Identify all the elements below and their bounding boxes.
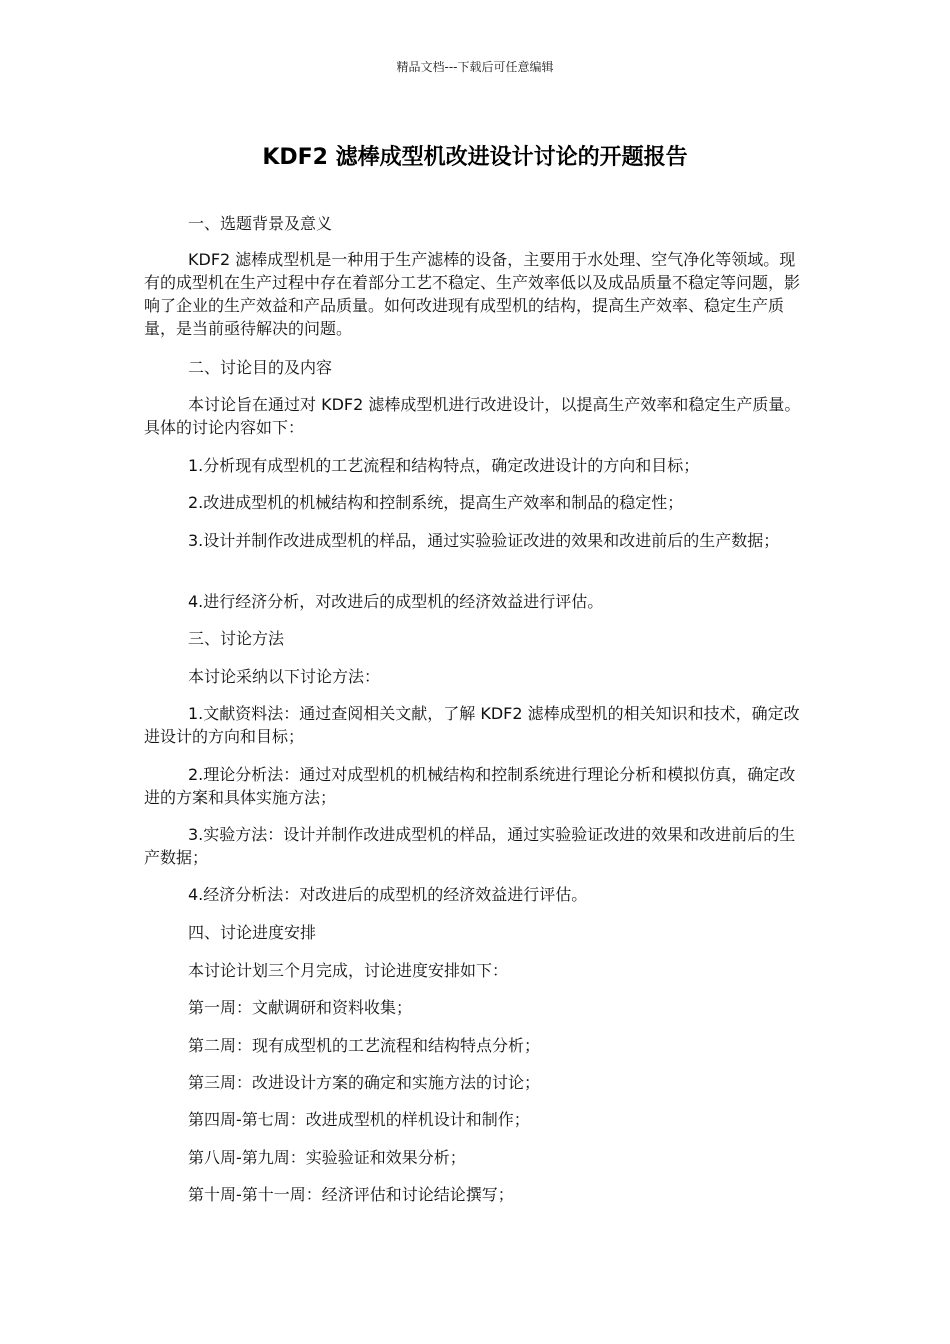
- list-item-objective-2: 2.改进成型机的机械结构和控制系统，提高生产效率和制品的稳定性；: [188, 493, 684, 512]
- list-item-method-3: 3.实验方法：设计并制作改进成型机的样品，通过实验验证改进的效果和改进前后的生产数据；: [144, 825, 796, 867]
- page-header: 精品文档---下载后可任意编辑: [396, 60, 554, 74]
- section-heading-objectives: 二、讨论目的及内容: [188, 358, 333, 377]
- list-item-method-4: 4.经济分析法：对改进后的成型机的经济效益进行评估。: [188, 885, 588, 904]
- schedule-item-week-4-7: 第四周-第七周：改进成型机的样机设计和制作；: [188, 1110, 530, 1129]
- schedule-item-week-3: 第三周：改进设计方案的确定和实施方法的讨论；: [188, 1073, 541, 1092]
- schedule-item-week-10-11: 第十周-第十一周：经济评估和讨论结论撰写；: [188, 1185, 514, 1204]
- list-item-objective-1: 1.分析现有成型机的工艺流程和结构特点，确定改进设计的方向和目标；: [188, 456, 700, 475]
- list-item-method-2: 2.理论分析法：通过对成型机的机械结构和控制系统进行理论分析和模拟仿真，确定改进的方案和具体实施方法；: [144, 765, 796, 807]
- section-heading-schedule: 四、讨论进度安排: [188, 923, 317, 942]
- section-heading-background: 一、选题背景及意义: [188, 214, 333, 233]
- paragraph-background: KDF2 滤棒成型机是一种用于生产滤棒的设备，主要用于水处理、空气净化等领域。现有的成型机在生产过程中存在着部分工艺不稳定、生产效率低以及成品质量不稳定等问题，影响了企业的生产效益和产品质量。如何改进现有成型机的结构，提高生产效率、稳定生产质量，是当前亟待解决的问题。: [144, 250, 801, 338]
- document-title: KDF2 滤棒成型机改进设计讨论的开题报告: [262, 145, 688, 170]
- paragraph-methods-intro: 本讨论采纳以下讨论方法：: [188, 667, 381, 686]
- list-item-method-1: 1.文献资料法：通过查阅相关文献，了解 KDF2 滤棒成型机的相关知识和技术，确定改进设计的方向和目标；: [144, 704, 800, 746]
- section-heading-methods: 三、讨论方法: [188, 629, 285, 648]
- list-item-objective-4: 4.进行经济分析，对改进后的成型机的经济效益进行评估。: [188, 592, 604, 611]
- paragraph-objectives-intro: 本讨论旨在通过对 KDF2 滤棒成型机进行改进设计，以提高生产效率和稳定生产质量。具体的讨论内容如下：: [144, 395, 801, 437]
- schedule-item-week-1: 第一周：文献调研和资料收集；: [188, 998, 413, 1017]
- paragraph-schedule-intro: 本讨论计划三个月完成，讨论进度安排如下：: [188, 961, 509, 980]
- list-item-objective-3: 3.设计并制作改进成型机的样品，通过实验验证改进的效果和改进前后的生产数据；: [188, 531, 780, 550]
- schedule-item-week-8-9: 第八周-第九周：实验验证和效果分析；: [188, 1148, 466, 1167]
- schedule-item-week-2: 第二周：现有成型机的工艺流程和结构特点分析；: [188, 1036, 541, 1055]
